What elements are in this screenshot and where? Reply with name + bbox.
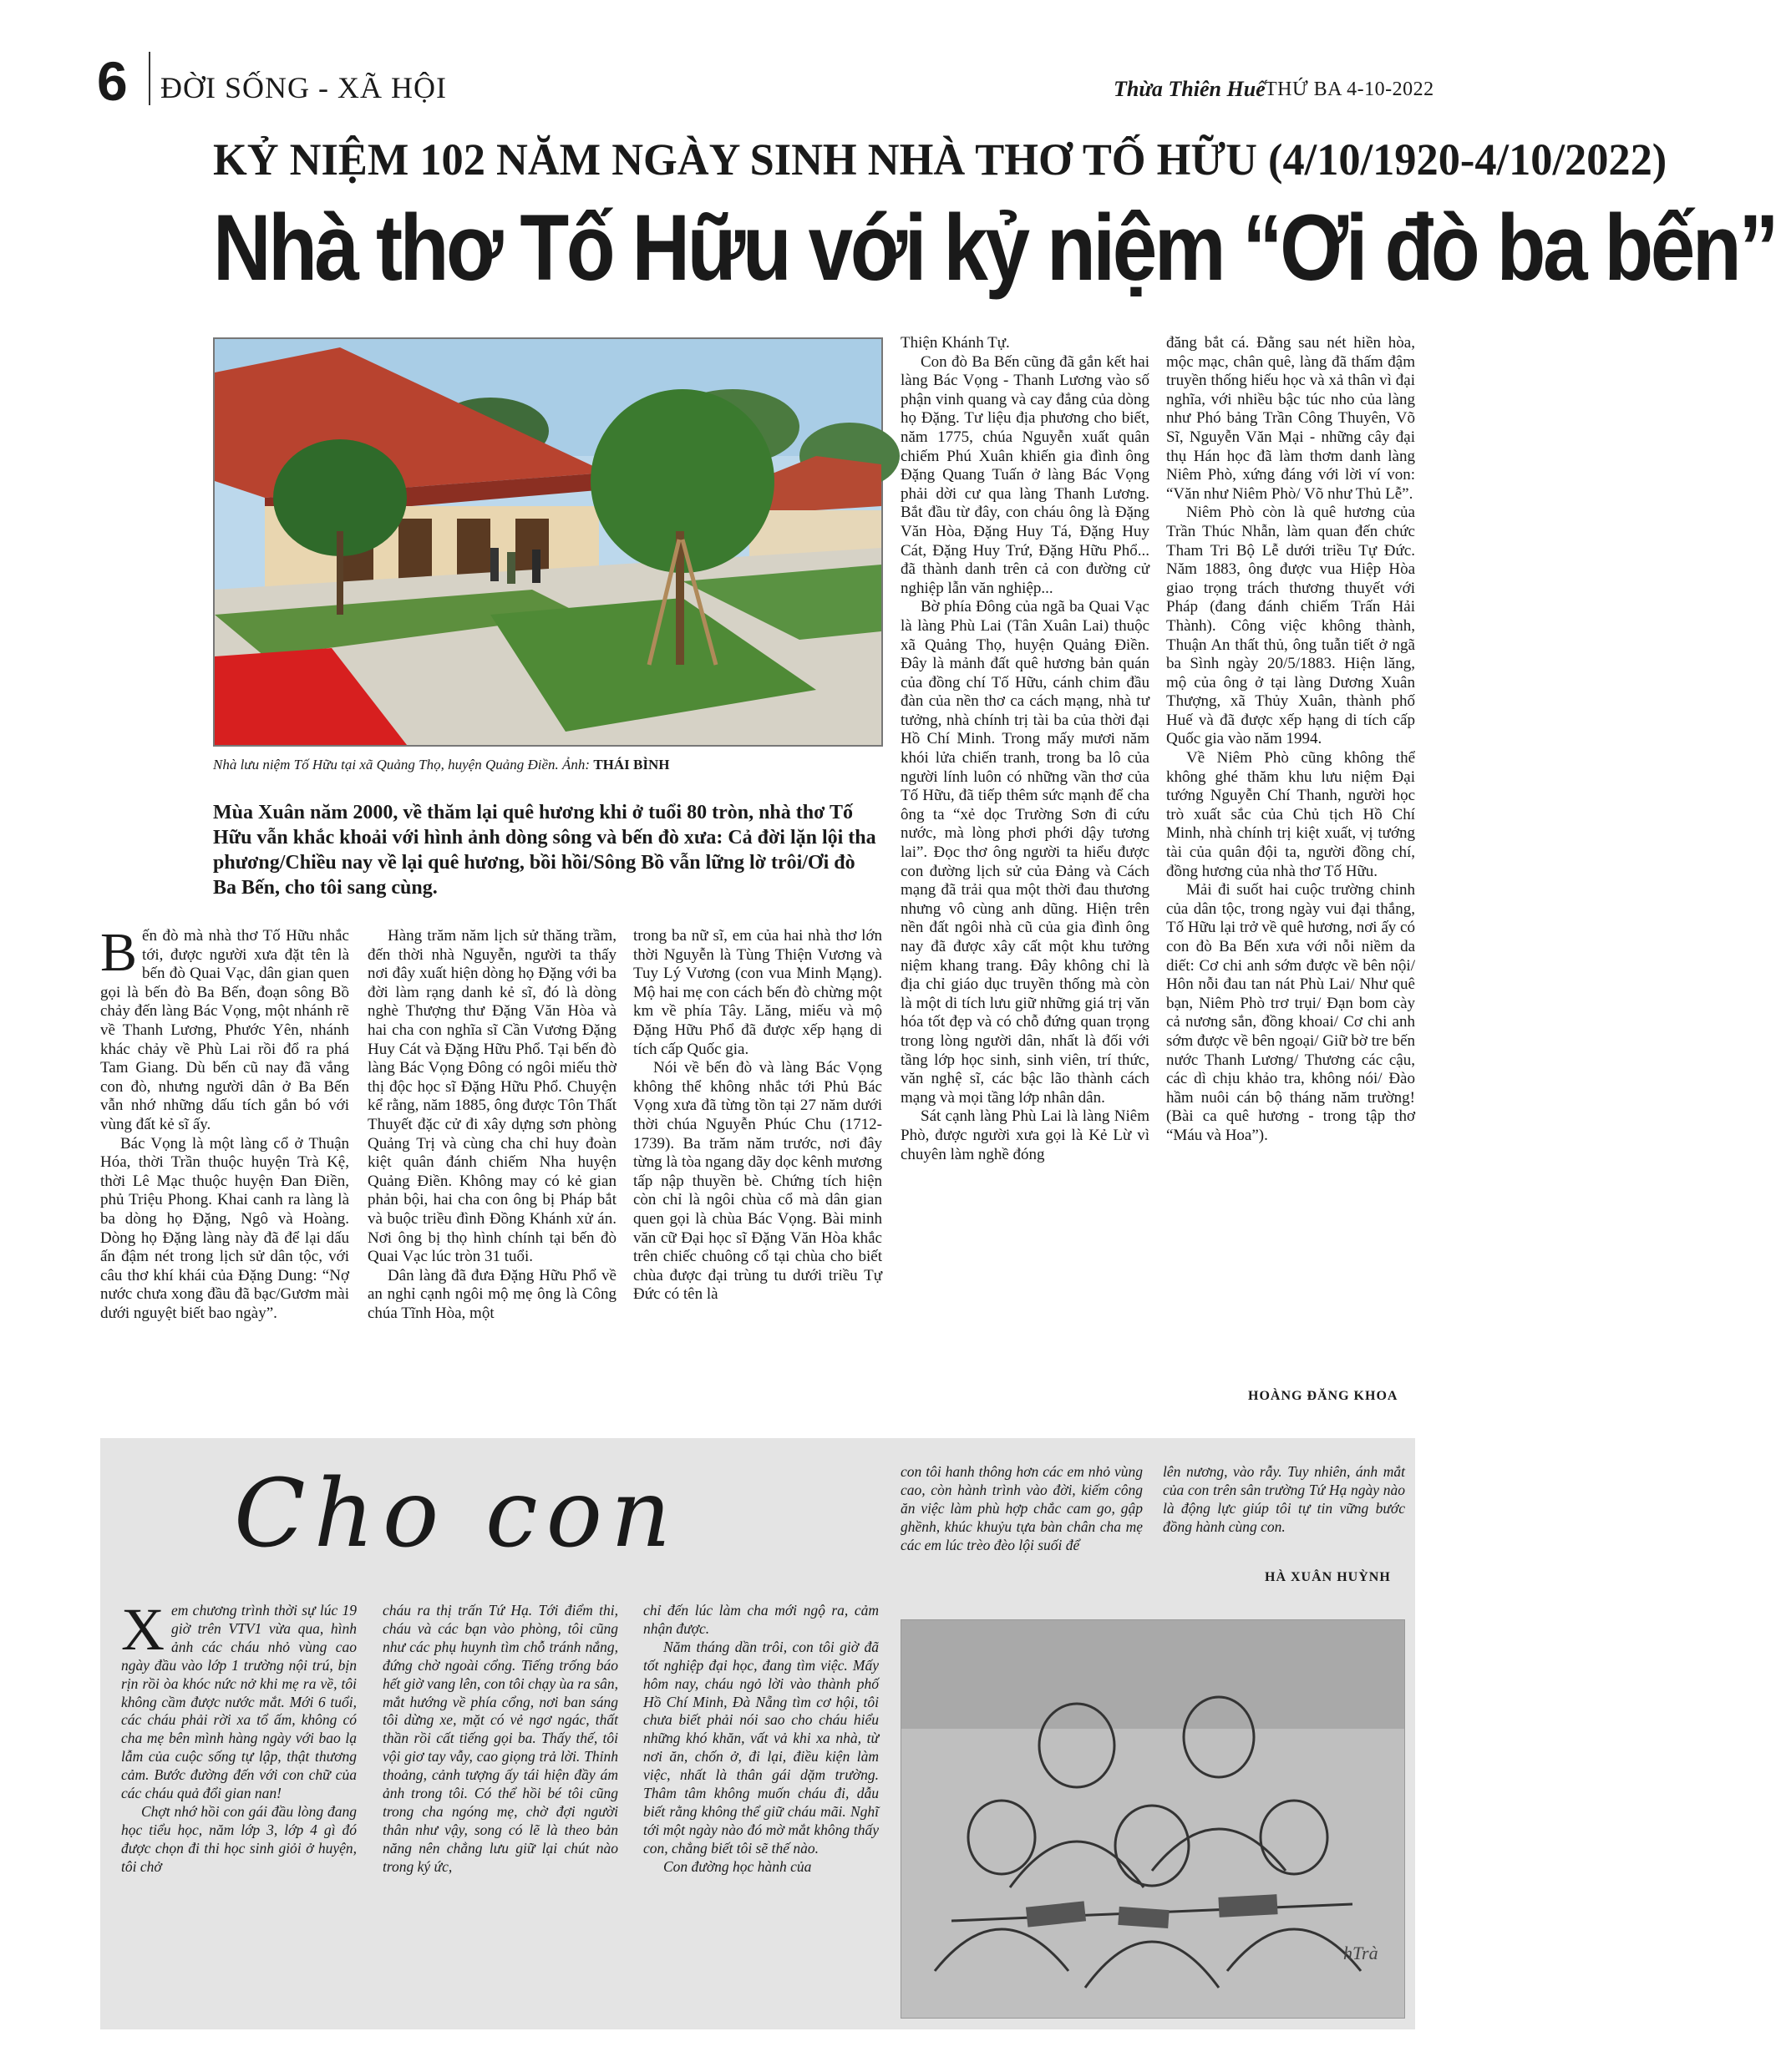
paragraph	[121, 1596, 357, 1803]
page-number: 6	[97, 50, 128, 112]
essay-column-2	[383, 1602, 618, 1877]
paragraph: trong ba nữ sĩ, em của hai nhà thơ lớn thời Nguyễn là Tùng Thiện Vương và Tuy Lý Vương (con vua Minh Mạng). Mộ hai mẹ con cách bến đò chừng một km về phía Tây. Lăng, miếu và mộ Đặng Hữu Phổ đã được xếp hạng di tích cấp Quốc gia.	[633, 927, 882, 1058]
essay-column-3	[643, 1602, 879, 1877]
paragraph: Sát cạnh làng Phù Lai là làng Niêm Phò, được người xưa gọi là Kẻ Lừ vì chuyên làm nghề đóng	[901, 1107, 1149, 1163]
essay-column-1	[121, 1596, 357, 1877]
paragraph: Nói về bến đò và làng Bác Vọng không thể không nhắc tới Phủ Bác Vọng xưa đã từng tồn tại 27 năm dưới thời chúa Nguyễn Phúc Chu (1712-1739). Ba trăm năm trước, nơi đây từng là tòa ngang dãy dọc kênh mương tấp nập thuyền bè. Chứng tích hiện còn chỉ là ngôi chùa cổ mà dân gian quen gọi là chùa Bác Vọng. Bài minh văn cữ Đại học sĩ Đặng Văn Hòa khắc trên chiếc chuông cổ tại chùa cho biết chùa được đại trùng tu dưới triều Tự Đức có tên là	[633, 1059, 882, 1304]
article-column-5	[1166, 334, 1415, 1146]
essay-byline: HÀ XUÂN HUỲNH	[1265, 1570, 1391, 1584]
paragraph: Con đò Ba Bến cũng đã gắn kết hai làng Bác Vọng - Thanh Lương vào số phận vinh quang và cay đắng của dòng họ Đặng. Tư liệu địa phương cho biết, năm 1775, chúa Nguyễn xuất quân chiếm Phú Xuân khiến gia đình ông Đặng Quang Tuấn ở làng Bác Vọng phải dời cư qua làng Thanh Lương. Bắt đầu từ đây, con cháu ông là Đặng Văn Hòa, Đặng Huy Tá, Đặng Huy Cát, Đặng Huy Trứ, Đặng Hữu Phổ... đã thành danh trên cả con đường cử nghiệp lẫn văn nghiệp...	[901, 352, 1149, 597]
caption-text: Nhà lưu niệm Tố Hữu tại xã Quảng Thọ, huyện Quảng Điền. Ảnh:	[213, 757, 594, 773]
article-column-1	[100, 922, 349, 1323]
article-lead: Mùa Xuân năm 2000, về thăm lại quê hương khi ở tuổi 80 tròn, nhà thơ Tố Hữu vẫn khắc khoải với hình ảnh dòng sông và bến đò xưa: Cả đời lặn lội tha phương/Chiều nay về lại quê hương, bồi hồi/Sông Bồ vẫn lững lờ trôi/Ơi đò Ba Bến, cho tôi sang cùng.	[213, 802, 876, 899]
paragraph-text: ến đò mà nhà thơ Tố Hữu nhắc tới, được người xưa đặt tên là bến đò Quai Vạc, dân gian quen gọi là bến đò Ba Bến, đoạn sông Bồ chảy đến làng Bác Vọng, một nhánh rẽ về Thanh Lương, Phước Yên, nhánh khác chảy về Phù Lai rồi đổ ra phá Tam Giang. Dù bến cũ nay đã vắng con đò, nhưng người dân ở Ba Bến vẫn nhớ những dấu tích gắn bó với vùng đất kẻ sĩ ấy.	[100, 927, 349, 1133]
issue-date: THỨ BA 4-10-2022	[1265, 79, 1434, 100]
paragraph: Mải đi suốt hai cuộc trường chinh của dân tộc, trong ngày vui đại thắng, Tố Hữu lại trở về quê hương, nơi ấy có con đò Ba Bến xưa với nỗi niềm da diết: Cơ chi anh sớm được về bên nội/ Hôn nỗi đau tan nát Phù Lai/ Như quê bạn, Niêm Phò trơ trụi/ Đạn bom cày cả nương sắn, đồng khoai/ Cơ chi anh sớm được về bên ngoại/ Giữ bờ tre bến nước Thanh Lương/ Thương các cậu, các dì chịu khảo tra, không nói/ Đào hầm nuôi cán bộ tháng năm trường! (Bài ca quê hương - trong tập thơ “Máu và Hoa”).	[1166, 881, 1415, 1144]
dropcap: B	[100, 922, 138, 983]
article-column-2	[368, 927, 617, 1323]
article-kicker: KỶ NIỆM 102 NĂM NGÀY SINH NHÀ THƠ TỐ HỮU (4/10/1920-4/10/2022)	[213, 134, 1667, 185]
article-byline: HOÀNG ĐĂNG KHOA	[1248, 1389, 1398, 1403]
essay-column-5	[1163, 1463, 1405, 1537]
newspaper-name: Thừa Thiên Huế	[1114, 77, 1266, 101]
section-name: ĐỜI SỐNG - XÃ HỘI	[160, 71, 447, 104]
article-column-4	[901, 334, 1149, 1164]
paragraph: con tôi hanh thông hơn các em nhỏ vùng cao, còn hành trình vào đời, kiếm công ăn việc làm phù hợp chắc cam go, gập ghềnh, khúc khuỷu tựa bàn chân cha mẹ các em lúc trèo đèo lội suối để	[901, 1463, 1143, 1553]
paragraph: Hàng trăm năm lịch sử thăng trầm, đến thời nhà Nguyễn, người ta thấy nơi đây xuất hiện dòng họ Đặng với ba đời làm rạng danh kẻ sĩ, đó là dòng nghè Thượng thư Đặng Văn Hòa và hai cha con nghĩa sĩ Cần Vương Đặng Huy Cát và Đặng Hữu Phổ. Tại bến đò làng Bác Vọng Đông có ngôi miếu thờ thị độc học sĩ Đặng Hữu Phổ. Chuyện kể rằng, năm 1885, ông được Tôn Thất Thuyết đặc cử đi xây dựng sơn phòng Quảng Trị và cùng cha chỉ huy đoàn kiệt quân đánh chiếm Nha huyện Quảng Điền. Không may có kẻ gian phản bội, hai cha con ông bị Pháp bắt và buộc triều đình Đồng Khánh xử án. Nơi ông bị thọ hình chính tại bến đò Quai Vạc lúc tròn 31 tuổi.	[368, 927, 617, 1266]
paragraph: Niêm Phò còn là quê hương của Trần Thúc Nhẫn, làm quan đến chức Tham Tri Bộ Lễ dưới triều Tự Đức. Năm 1883, ông được vua Hiệp Hòa giao trọng trách thương thuyết với Pháp (đang đánh chiếm Trấn Hải Thành). Công việc không thành, Thuận An thất thủ, ông tuẫn tiết ở ngã ba Sình ngày 20/5/1883. Hiện lăng, mộ của ông ở tại làng Dương Xuân Thượng, xã Thủy Xuân, thành phố Huế và đã được xếp hạng di tích cấp Quốc gia vào năm 1994.	[1166, 504, 1415, 748]
header-divider	[149, 52, 150, 105]
paragraph: Thiện Khánh Tự.	[901, 334, 1010, 352]
photo-caption	[213, 757, 881, 773]
paragraph: chỉ đến lúc làm cha mới ngộ ra, cảm nhận được.	[643, 1602, 879, 1637]
paragraph: Về Niêm Phò cũng không thể không ghé thăm khu lưu niệm Đại tướng Nguyễn Chí Thanh, người học trò xuất sắc của Chủ tịch Hồ Chí Minh, nhà chính trị kiệt xuất, vị tướng tài của quân đội ta, người đồng chí, đồng hương của nhà thơ Tố Hữu.	[1166, 749, 1415, 880]
photo-credit: THÁI BÌNH	[593, 757, 670, 773]
article-headline: Nhà thơ Tố Hữu với kỷ niệm “Ơi đò ba bến”	[213, 195, 1776, 300]
memorial-house-photo	[213, 337, 883, 747]
paragraph: Bờ phía Đông của ngã ba Quai Vạc là làng Phù Lai (Tân Xuân Lai) thuộc xã Quảng Thọ, huyện Quảng Điền. Đây là mảnh đất quê hương bản quán của đồng chí Tố Hữu, cánh chim đầu đàn của nền thơ ca cách mạng, nhà tư tưởng, nhà chính trị tài ba của thời đại Hồ Chí Minh. Trong mấy mươi năm khói lửa chiến tranh, trong ba lô của người lính luôn có những vần thơ của Tố Hữu, đã tiếp thêm sức mạnh để cha ông ta “xẻ dọc Trường Sơn đi cứu nước, mà lòng phơi phới dậy tương lai”. Đọc thơ ông người ta hiểu được con đường lịch sử của Đảng và Cách mạng đã trải qua một thời đau thương nhưng vô cùng anh dũng. Hiện trên nền đất ngôi nhà cũ của gia đình ông nay đã được xây cất một khu tưởng niệm khang trang. Đây không chỉ là địa chỉ giáo dục truyền thống mà còn là một di tích lưu giữ những giá trị văn hóa tốt đẹp và có chỗ đứng quan trọng trong lòng người dân, nhất là đối với tầng lớp học sinh, sinh viên, trí thức, văn nghệ sĩ, các bậc lão thành cách mạng và mọi tầng lớp nhân dân.	[901, 598, 1149, 1107]
paragraph: Năm tháng dần trôi, con tôi giờ đã tốt nghiệp đại học, đang tìm việc. Mấy hôm nay, cháu ngỏ lời vào thành phố Hồ Chí Minh, Đà Nẵng tìm cơ hội, tôi chưa biết phải nói sao cho cháu hiểu những khó khăn, vất vả khi xa nhà, từ nơi ăn, chốn ở, đi lại, điều kiện làm việc, nhất là thân gái dặm trường. Thâm tâm không muốn cháu đi, dẫu biết rằng không thể giữ cháu mãi. Nghĩ tới một ngày nào đó mờ mắt không thấy con, chẳng biết tôi sẽ thế nào.	[643, 1638, 879, 1857]
essay-column-4	[901, 1463, 1143, 1555]
paragraph: Bác Vọng là một làng cổ ở Thuận Hóa, thời Trần thuộc huyện Trà Kệ, thời Lê Mạc thuộc huyện Đan Điền, phủ Triệu Phong. Khai canh ra làng là ba dòng họ Đặng, Ngô và Hoàng. Dòng họ Đặng làng này đã để lại dấu ấn đậm nét trong lịch sử dân tộc, với câu thơ khí khái của Đặng Dung: “Nợ nước chưa xong đầu đã bạc/Gươm mài dưới nguyệt biết bao ngày”.	[100, 1134, 349, 1322]
paragraph: Chợt nhớ hồi con gái đầu lòng đang học tiểu học, năm lớp 3, lớp 4 gì đó được chọn đi thi học sinh giỏi ở huyện, tôi chở	[121, 1802, 357, 1875]
essay-title: Cho con	[234, 1460, 680, 1568]
paragraph-text: em chương trình thời sự lúc 19 giờ trên VTV1 vừa qua, hình ảnh các cháu nhỏ vùng cao ngày đầu vào lớp 1 trường nội trú, bịn rịn rồi òa khóc nức nở khi mẹ ra về, tôi không cầm được nước mắt. Mới 6 tuổi, các cháu phải rời xa tổ ấm, không có cha mẹ bên mình hàng ngày với bao lạ lẫm của cuộc sống tự lập, thật thương cảm. Bước đường đến với con chữ của các cháu quả đổi gian nan!	[121, 1602, 357, 1802]
paragraph: cháu ra thị trấn Tứ Hạ. Tới điểm thi, cháu và các bạn vào phòng, tôi cũng như các phụ huynh tìm chỗ tránh nắng, đứng chờ ngoài cổng. Tiếng trống báo hết giờ vang lên, con tôi chạy ùa ra sân, mắt hướng về phía cổng, nơi ban sáng tôi dừng xe, mặt có vẻ ngơ ngác, thất thần rồi cất tiếng gọi ba. Thấy thế, tôi vội giơ tay vẫy, cao giọng trả lời. Thỉnh thoảng, cảnh tượng ấy tái hiện đầy ám ảnh trong tôi. Có thể hồi bé tôi cũng trong cha ngóng mẹ, chờ đợi người thân như vậy, song có lẽ là theo bản năng nên chẳng lưu giữ lại chút nào trong ký ức,	[383, 1602, 618, 1875]
article-column-3	[633, 927, 882, 1304]
paragraph: Con đường học hành của	[663, 1857, 812, 1875]
paragraph	[100, 922, 349, 1135]
dropcap: X	[121, 1596, 165, 1663]
children-studying-illustration	[901, 1619, 1405, 2019]
paragraph: đăng bắt cá. Đằng sau nét hiền hòa, mộc mạc, chân quê, làng đã thấm đậm truyền thống hiếu học và xả thân vì đại nghĩa, với nhiều bậc túc nho của làng như Phó bảng Trần Công Thuyên, Võ Sĩ, Nguyễn Văn Mại - những cây đại thụ Hán học đã làm thơm danh làng Niêm Phò, xứng đáng với lời ví von: “Văn như Niêm Phò/ Võ như Thủ Lễ”.	[1166, 334, 1415, 503]
sketch-illustration	[901, 1620, 1404, 2018]
paragraph: Dân làng đã đưa Đặng Hữu Phổ về an nghỉ cạnh ngôi mộ mẹ ông là Công chúa Tĩnh Hòa, một	[368, 1266, 617, 1322]
memorial-house-illustration	[215, 339, 881, 745]
paragraph: lên nương, vào rẫy. Tuy nhiên, ánh mắt của con trên sân trường Tứ Hạ ngày nào là động lực giúp tôi tự tin vững bước đồng hành cùng con.	[1163, 1463, 1405, 1535]
illustrator-signature: hTrà	[1343, 1943, 1378, 1963]
